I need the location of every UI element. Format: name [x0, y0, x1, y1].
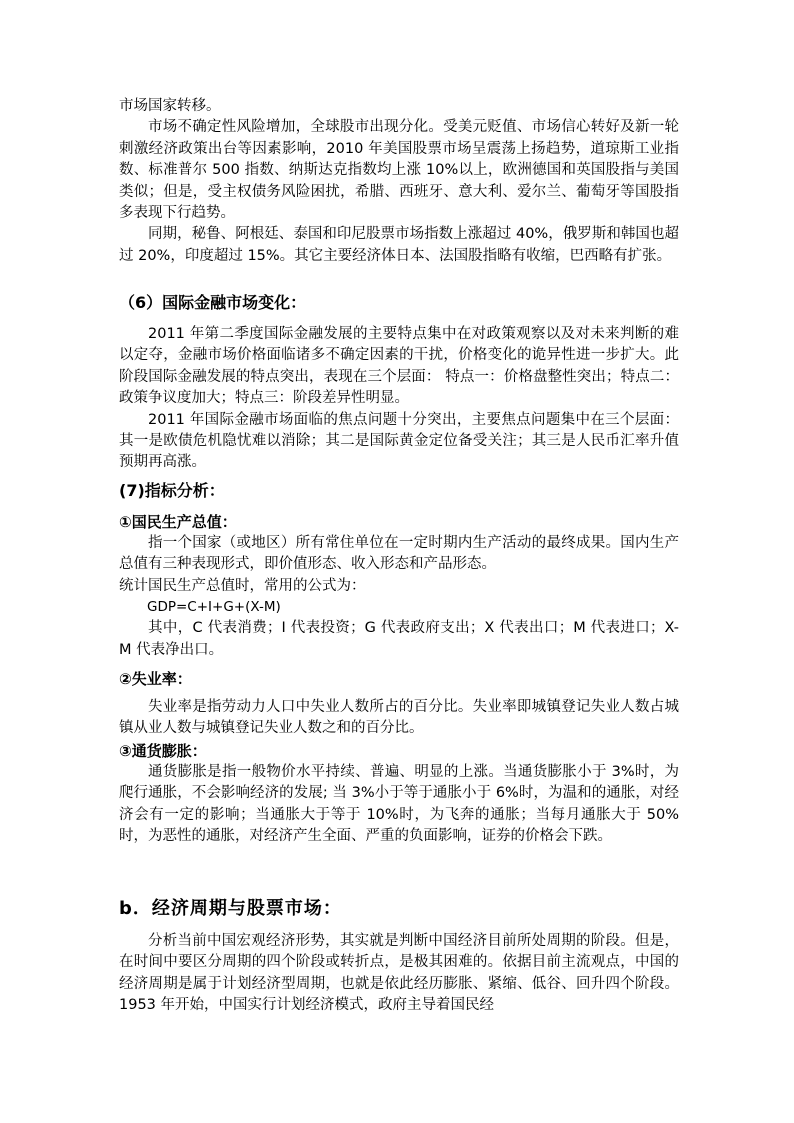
paragraph: 市场不确定性风险增加，全球股市出现分化。受美元贬值、市场信心转好及新一轮刺激经济政策出台等因素影响，2010 年美国股票市场呈震荡上扬趋势，道琼斯工业指数、标准普尔 500 指数、纳斯达克指数均上涨 10%以上，欧洲德国和英国股指与美国类似；但是，受主权债务风险困扰，希腊、西班牙、意大利、爱尔兰、葡萄牙等国股指多表现下行趋势。 [119, 119, 679, 222]
section-heading: （6）国际金融市场变化： [119, 293, 307, 312]
paragraph: 失业率是指劳动力人口中失业人数所占的百分比。失业率即城镇登记失业人数占城镇从业人数与城镇登记失业人数之和的百分比。 [119, 699, 679, 737]
section-b-heading-block [119, 897, 679, 921]
paragraph: 通货膨胀是指一般物价水平持续、普遍、明显的上涨。当通货膨胀小于 3%时，为爬行通胀，不会影响经济的发展; 当 3%小于等于通胀小于 6%时，为温和的通胀，对经济会有一定的影响；当通胀大于等于 10%时，为飞奔的通胀；当每月通胀大于 50%时，为恶性的通胀，对经济产生全面、严重的负面影响，证券的价格会下跌。 [119, 764, 679, 845]
subsection-heading: ①国民生产总值： [119, 513, 237, 531]
section-b-body [119, 931, 679, 1017]
section-6-heading-block [119, 292, 679, 314]
paragraph: 分析当前中国宏观经济形势，其实就是判断中国经济目前所处周期的阶段。但是，在时间中要区分周期的四个阶段或转折点，是极其困难的。依据目前主流观点，中国的经济周期是属于计划经济型周期，也就是依此经历膨胀、紧缩、低谷、回升四个阶段。1953 年开始，中国实行计划经济模式，政府主导着国民经 [119, 933, 679, 1014]
gdp-section [119, 512, 679, 661]
intro-section [119, 96, 679, 267]
unemployment-body [119, 697, 679, 740]
paragraph: 指一个国家（或地区）所有常住单位在一定时期内生产活动的最终成果。国内生产总值有三种表现形式，即价值形态、收入形态和产品形态。 [119, 535, 679, 573]
paragraph: 2011 年国际金融市场面临的焦点问题十分突出，主要焦点问题集中在三个层面： 其一是欧债危机隐忧难以消除；其二是国际黄金定位备受关注；其三是人民币汇率升值预期再高涨。 [119, 411, 679, 471]
unemployment-section [119, 669, 679, 690]
paragraph: 2011 年第二季度国际金融发展的主要特点集中在对政策观察以及对未来判断的难以定夺，金融市场价格面临诸多不确定因素的干扰，价格变化的诡异性进一步扩大。此阶段国际金融发展的特点突出，表现在三个层面： 特点一：价格盘整性突出；特点二：政策争议度加大；特点三：阶段差异性明显。 [119, 326, 679, 407]
paragraph: 其中，C 代表消费；I 代表投资；G 代表政府支出；X 代表出口；M 代表进口；X-M 代表净出口。 [119, 620, 679, 658]
section-heading: (7)指标分析： [119, 481, 225, 500]
formula: GDP=C+I+G+(X-M) [147, 599, 281, 616]
paragraph: 同期，秘鲁、阿根廷、泰国和印尼股票市场指数上涨超过 40%，俄罗斯和韩国也超过 20%，印度超过 15%。其它主要经济体日本、法国股指略有收缩，巴西略有扩张。 [119, 226, 679, 264]
section-heading: b．经济周期与股票市场： [119, 898, 342, 919]
subsection-heading: ②失业率： [119, 670, 192, 688]
section-6-body [119, 324, 679, 474]
section-7-heading-block [119, 480, 679, 502]
inflation-section [119, 741, 679, 848]
paragraph: 市场国家转移。 [119, 98, 221, 114]
paragraph: 统计国民生产总值时，常用的公式为： [119, 577, 366, 594]
subsection-heading: ③通货膨胀： [119, 742, 207, 760]
